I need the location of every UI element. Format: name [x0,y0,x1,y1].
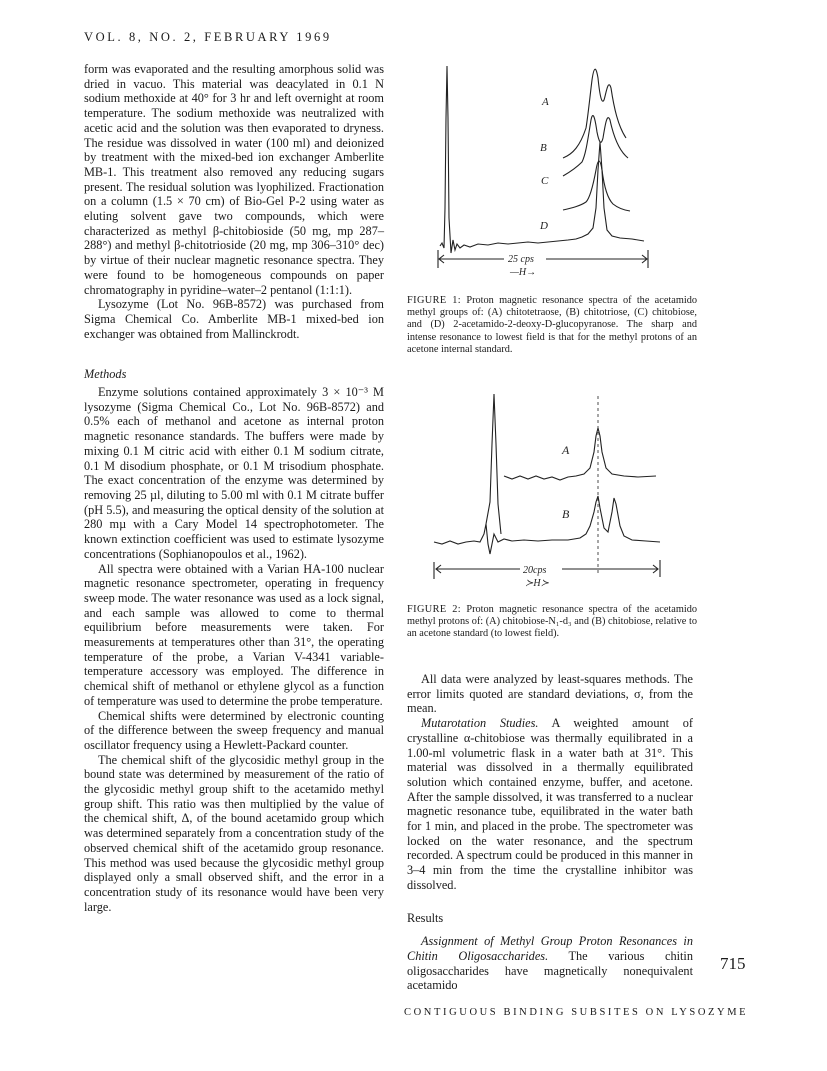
paragraph: Chemical shifts were determined by electronic counting of the difference between the sweep frequency and manual oscillator frequency using a Hewlett-Packard counter. [84,708,384,752]
left-column [84,62,384,914]
caption-lead: FIGURE 2: [407,604,462,615]
paragraph: form was evaporated and the resulting amorphous solid was dried in vacuo. This material was deacylated in 0.1 N sodium methoxide at 40° for 3 hr and left overnight at room temperature. The sodium methoxide was neutralized with acetic acid and the solution was then evaporated to dryness. The residue was dissolved in water (100 ml) and deionized by treatment with the mixed-bed ion exchanger Amberlite MB-1. This treatment also removed any reducing sugars present. The residual solution was lyophilized. Fractionation on a column (1.5 × 70 cm) of Bio-Gel P-2 using water as eluting solvent gave two compounds, which were characterized as methyl β-chitobioside (50 mg, mp 287–288°) and methyl β-chitotrioside (20 mg, mp 306–310° dec) by virtue of their nuclear magnetic resonance spectra. They were found to be homogeneous compounds on paper chromatography in pyridine–water–2 pentanol (1:1:1). [84,62,384,297]
paragraph [407,934,693,993]
caption-lead: FIGURE 1: [407,295,462,306]
running-header: VOL. 8, NO. 2, FEBRUARY 1969 [84,30,332,44]
figure-2-spectra [428,384,668,599]
figure-2-caption [407,604,697,641]
fig2-label-a: A [562,443,570,457]
paragraph: Enzyme solutions contained approximately 3 × 10⁻³ M lysozyme (Sigma Chemical Co., Lot No. 96B-8572) and 0.5% each of methanol and acetone as internal proton magnetic resonance standards. The buffers were made by mixing 0.1 M citric acid with either 0.1 M sodium citrate, 0.1 M disodium phosphate, or 0.1 M trisodium phosphate. The exact concentration of the enzyme was determined by removing 25 µl, diluting to 5.00 ml with 0.1 M citrate buffer (pH 5.5), and measuring the optical density of the solution at 280 mµ with a Cary Model 14 spectrophotometer. The known extinction coefficient was used to estimate lysozyme concentrations (Sophianopoulos et al., 1962). [84,385,384,561]
spectrum-a [504,428,656,480]
paragraph-text: The various chitin oligosaccharides have magnetically nonequivalent acetamido [407,948,693,993]
page-number: 715 [720,954,746,973]
paragraph: All data were analyzed by least-squares methods. The error limits quoted are standard deviations, σ, from the mean. [407,672,693,716]
caption-text: Proton magnetic resonance spectra of the acetamido methyl protons of: (A) chitobiose-N₁-d₃ and (B) chitobiose, relative to an acetone standard (to lowest field). [407,604,697,640]
fig1-label-a: A [542,96,549,108]
section-heading-methods: Methods [84,367,127,382]
spectrum-b [563,116,628,176]
fig1-label-d: D [540,220,548,232]
section-heading-results: Results [407,910,444,925]
fig1-label-b: B [540,142,547,154]
fig2-scale-label: 20cps [523,565,547,576]
running-footer: CONTIGUOUS BINDING SUBSITES ON LYSOZYME [404,1007,749,1018]
caption-text: Proton magnetic resonance spectra of the acetamido methyl groups of: (A) chitotetraose, (B) chitotriose, (C) chitobiose, and (D) 2-acetamido-2-deoxy-D-glucopyranose. The sharp and intense resonance to lowest field is that for the methyl protons of an acetone internal standard. [407,295,697,355]
paragraph [407,716,693,892]
run-in-heading: Mutarotation Studies. [421,716,539,731]
fig2-label-b: B [562,507,570,521]
fig1-scale-sub: —H→ [510,267,537,278]
paragraph: The chemical shift of the glycosidic methyl group in the bound state was determined by measurement of the ratio of the glycosidic methyl group shift to the acetamido methyl group shift. This ratio was then multiplied by the value of the chemical shift, Δ, of the bound acetamido group which was determined separately from a concentration study of the observed chemical shift of the acetamido group resonance. This method was used because the glycosidic methyl group displayed only a small observed shift, and the error in a concentration study of its resonance would have been very large. [84,752,384,914]
figure-1-caption [407,295,697,356]
spectrum-b [434,496,660,554]
spectrum-a [563,69,626,158]
right-column [407,672,693,993]
paragraph-text: A weighted amount of crystalline α-chitobiose was thermally equilibrated in a 1.00-ml volumetric flask in a water bath at 31°. This material was dissolved in a thermally equilibrated solution which contained enzyme, buffer, and acetone. After the sample dissolved, it was transferred to a nuclear magnetic resonance tube, equilibrated in the water bath for 1 min, and placed in the probe. The spectrometer was locked on the water resonance, and the spectrum recorded. A spectrum could be produced in this manner in 3–4 min from the time the crystalline inhibitor was dissolved. [407,716,693,892]
paragraph: Lysozyme (Lot No. 96B-8572) was purchased from Sigma Chemical Co. Amberlite MB-1 mixed-bed ion exchanger was obtained from Mallinckrodt. [84,297,384,341]
fig2-scale-sub: ≻H≻ [525,578,549,589]
paragraph: All spectra were obtained with a Varian HA-100 nuclear magnetic resonance spectrometer, operating in frequency sweep mode. The water resonance was used as a lock signal, and each sample was allowed to come to thermal equilibrium before measurements were taken. For measurements at temperatures other than 31°, the operating temperature of the probe, a Varian V-4341 variable-temperature accessory was employed. The difference in chemical shift of methanol or ethylene glycol as a function of temperature was used to determine the probe temperature. [84,561,384,708]
acetone-peak [486,394,501,534]
fig1-scale-label: 25 cps [508,254,534,265]
figure-1-spectra [418,58,658,288]
run-in-heading: Assignment of Methyl Group Proton Resonances in Chitin Oligosaccharides. [407,934,693,963]
fig1-label-c: C [541,175,549,187]
